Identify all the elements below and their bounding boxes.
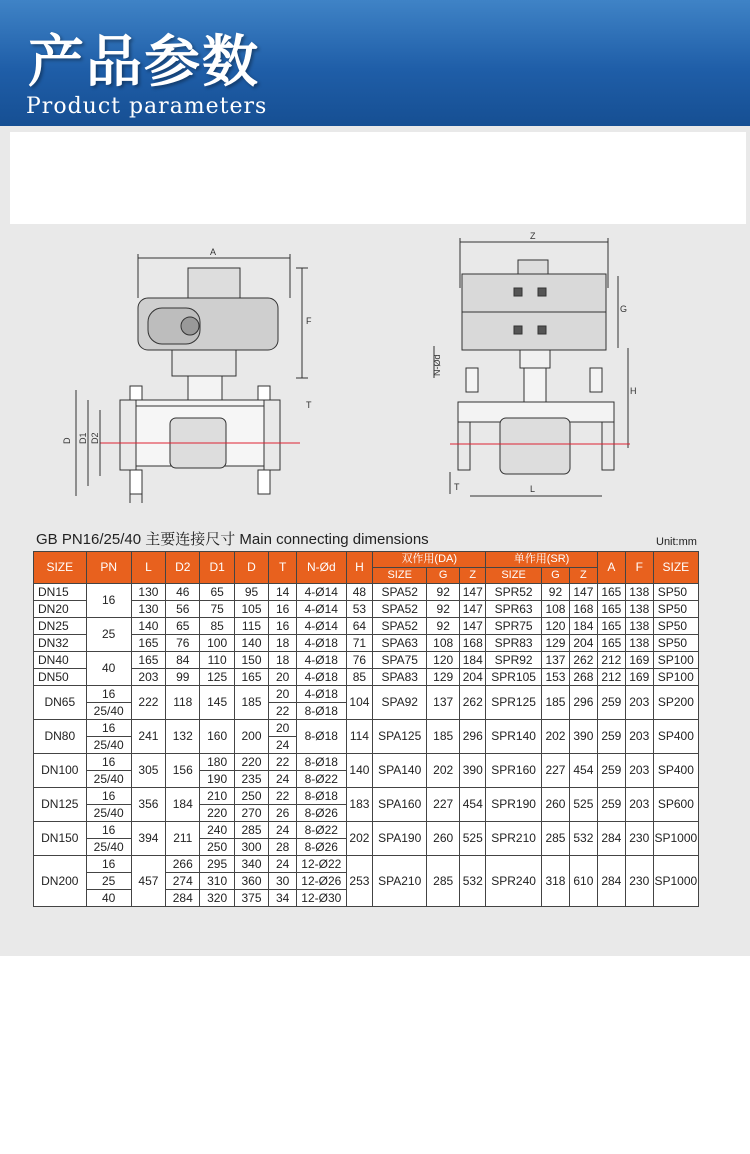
header-T: T — [269, 552, 297, 584]
cell: 610 — [569, 856, 597, 907]
cell: 253 — [346, 856, 373, 907]
cell: 24 — [269, 822, 297, 839]
cell: 20 — [269, 669, 297, 686]
cell: 140 — [346, 754, 373, 788]
cell: 75 — [200, 601, 234, 618]
cell: 147 — [460, 618, 486, 635]
cell: 262 — [460, 686, 486, 720]
cell: 203 — [625, 686, 653, 720]
cell: 48 — [346, 584, 373, 601]
cell: 120 — [542, 618, 570, 635]
cell: 16 — [86, 822, 131, 839]
cell: 285 — [542, 822, 570, 856]
table-row — [34, 635, 699, 652]
cell: DN50 — [34, 669, 87, 686]
cell: SP50 — [653, 584, 698, 601]
cell: 185 — [234, 686, 268, 720]
cell: SPR52 — [486, 584, 542, 601]
cell: 222 — [131, 686, 165, 720]
cell: 259 — [597, 788, 625, 822]
cell: 296 — [569, 686, 597, 720]
cell: 16 — [86, 856, 131, 873]
cell: 260 — [542, 788, 570, 822]
cell: DN65 — [34, 686, 87, 720]
cell: 140 — [234, 635, 268, 652]
cell: 202 — [542, 720, 570, 754]
cell: 16 — [86, 788, 131, 805]
cell: 99 — [166, 669, 200, 686]
cell: 454 — [460, 788, 486, 822]
cell: 525 — [569, 788, 597, 822]
cell: DN80 — [34, 720, 87, 754]
cell: DN20 — [34, 601, 87, 618]
label-G: G — [620, 304, 628, 314]
cell: 76 — [346, 652, 373, 669]
cell: 153 — [542, 669, 570, 686]
cell: 92 — [427, 584, 460, 601]
cell: 8-Ø18 — [297, 703, 346, 720]
cell: 262 — [569, 652, 597, 669]
cell: 168 — [569, 601, 597, 618]
cell: 203 — [131, 669, 165, 686]
cell: 457 — [131, 856, 165, 907]
cell: SP100 — [653, 652, 698, 669]
table-row — [34, 788, 699, 805]
cell: 220 — [234, 754, 268, 771]
cell: 16 — [269, 618, 297, 635]
cell: 4-Ø14 — [297, 584, 346, 601]
cell: 285 — [234, 822, 268, 839]
cell: 300 — [234, 839, 268, 856]
cell: SPR190 — [486, 788, 542, 822]
cell: 4-Ø14 — [297, 618, 346, 635]
cell: 212 — [597, 669, 625, 686]
cell: SP400 — [653, 720, 698, 754]
table-row — [34, 822, 699, 839]
cell: 147 — [460, 584, 486, 601]
cell: 259 — [597, 686, 625, 720]
cell: 16 — [86, 720, 131, 737]
cell: 285 — [427, 856, 460, 907]
cell: 12-Ø26 — [297, 873, 346, 890]
cell: 26 — [269, 805, 297, 822]
cell: 22 — [269, 788, 297, 805]
cell: 284 — [597, 856, 625, 907]
cell: 259 — [597, 720, 625, 754]
cell: 310 — [200, 873, 234, 890]
cell: 375 — [234, 890, 268, 907]
cell: 65 — [166, 618, 200, 635]
cell: SPR92 — [486, 652, 542, 669]
header-D1: D1 — [200, 552, 234, 584]
cell: 235 — [234, 771, 268, 788]
cell: 8-Ø18 — [297, 788, 346, 805]
cell: SP50 — [653, 601, 698, 618]
cell: SP50 — [653, 635, 698, 652]
cell: 390 — [460, 754, 486, 788]
cell: 180 — [200, 754, 234, 771]
label-D2: D2 — [90, 432, 100, 444]
cell: 137 — [542, 652, 570, 669]
cell: DN15 — [34, 584, 87, 601]
cell: 230 — [625, 822, 653, 856]
cell: 25 — [86, 873, 131, 890]
cell: 185 — [542, 686, 570, 720]
cell: 284 — [166, 890, 200, 907]
cell: SPA83 — [373, 669, 427, 686]
cell: 16 — [86, 584, 131, 618]
label-A: A — [210, 247, 217, 257]
cell: SP200 — [653, 686, 698, 720]
cell: 56 — [166, 601, 200, 618]
cell: 16 — [269, 601, 297, 618]
cell: 266 — [166, 856, 200, 873]
cell: 169 — [625, 669, 653, 686]
table-row — [34, 720, 699, 737]
header-single-acting: 单作用(SR) — [486, 552, 598, 568]
cell: 8-Ø22 — [297, 771, 346, 788]
cell: 104 — [346, 686, 373, 720]
cell: 4-Ø18 — [297, 635, 346, 652]
cell: 92 — [427, 601, 460, 618]
label-T-left: T — [306, 400, 312, 410]
cell: 204 — [460, 669, 486, 686]
cell: SP100 — [653, 669, 698, 686]
header-size: SIZE — [34, 552, 87, 584]
cell: 129 — [542, 635, 570, 652]
cell: 25/40 — [86, 703, 131, 720]
header-size-2: SIZE — [653, 552, 698, 584]
cell: 53 — [346, 601, 373, 618]
cell: SPA190 — [373, 822, 427, 856]
cell: SPA75 — [373, 652, 427, 669]
cell: SP1000 — [653, 856, 698, 907]
cell: 132 — [166, 720, 200, 754]
cell: 129 — [427, 669, 460, 686]
cell: SPR83 — [486, 635, 542, 652]
cell: SPA52 — [373, 584, 427, 601]
cell: 165 — [131, 635, 165, 652]
cell: 16 — [86, 686, 131, 703]
cell: 295 — [200, 856, 234, 873]
cell: 318 — [542, 856, 570, 907]
cell: 525 — [460, 822, 486, 856]
cell: 356 — [131, 788, 165, 822]
dimensions-table — [33, 551, 699, 907]
cell: 138 — [625, 635, 653, 652]
cell: DN125 — [34, 788, 87, 822]
header-F: F — [625, 552, 653, 584]
cell: 203 — [625, 788, 653, 822]
cell: 130 — [131, 584, 165, 601]
table-unit: Unit:mm — [656, 536, 697, 548]
cell: 25/40 — [86, 839, 131, 856]
cell: 8-Ø18 — [297, 754, 346, 771]
header-D2: D2 — [166, 552, 200, 584]
label-D1: D1 — [78, 432, 88, 444]
cell: 532 — [569, 822, 597, 856]
cell: SPR140 — [486, 720, 542, 754]
cell: DN100 — [34, 754, 87, 788]
cell: SPA92 — [373, 686, 427, 720]
cell: 210 — [200, 788, 234, 805]
label-Nd: N-Ød — [432, 354, 442, 376]
cell: 100 — [200, 635, 234, 652]
cell: 274 — [166, 873, 200, 890]
cell: 20 — [269, 686, 297, 703]
cell: 202 — [346, 822, 373, 856]
cell: SPR63 — [486, 601, 542, 618]
table-row — [34, 652, 699, 669]
cell: 165 — [597, 601, 625, 618]
cell: 183 — [346, 788, 373, 822]
cell: 138 — [625, 618, 653, 635]
cell: 18 — [269, 635, 297, 652]
cell: 12-Ø22 — [297, 856, 346, 873]
cell: 259 — [597, 754, 625, 788]
label-L: L — [530, 484, 536, 494]
cell: SPR210 — [486, 822, 542, 856]
cell: 203 — [625, 754, 653, 788]
header-H: H — [346, 552, 373, 584]
cell: 147 — [460, 601, 486, 618]
label-T-right: T — [454, 482, 460, 492]
cell: 184 — [569, 618, 597, 635]
cell: 14 — [269, 584, 297, 601]
cell: 165 — [234, 669, 268, 686]
cell: 24 — [269, 771, 297, 788]
table-title: GB PN16/25/40 主要连接尺寸 Main connecting dimensions — [36, 531, 429, 548]
cell: SPA63 — [373, 635, 427, 652]
cell: 20 — [269, 720, 297, 737]
right-valve-drawing — [434, 238, 630, 496]
cell: 165 — [131, 652, 165, 669]
cell: 268 — [569, 669, 597, 686]
cell: 203 — [625, 720, 653, 754]
banner-title: 产品参数 — [28, 29, 260, 95]
cell: 138 — [625, 601, 653, 618]
header-sr-size: SIZE — [486, 568, 542, 584]
cell: 4-Ø18 — [297, 652, 346, 669]
cell: 22 — [269, 754, 297, 771]
cell: 40 — [86, 652, 131, 686]
cell: 24 — [269, 856, 297, 873]
valve-drawings — [30, 228, 720, 510]
cell: 212 — [597, 652, 625, 669]
cell: 85 — [346, 669, 373, 686]
cell: 34 — [269, 890, 297, 907]
cell: 25 — [86, 618, 131, 652]
cell: SPA210 — [373, 856, 427, 907]
cell: 76 — [166, 635, 200, 652]
cell: 240 — [200, 822, 234, 839]
cell: 184 — [460, 652, 486, 669]
cell: SP400 — [653, 754, 698, 788]
cell: SPR160 — [486, 754, 542, 788]
cell: SP50 — [653, 618, 698, 635]
cell: 108 — [427, 635, 460, 652]
cell: 340 — [234, 856, 268, 873]
cell: 250 — [200, 839, 234, 856]
table-row — [34, 601, 699, 618]
cell: 138 — [625, 584, 653, 601]
cell: 454 — [569, 754, 597, 788]
cell: SPA52 — [373, 601, 427, 618]
cell: 156 — [166, 754, 200, 788]
cell: 211 — [166, 822, 200, 856]
cell: 125 — [200, 669, 234, 686]
cell: 390 — [569, 720, 597, 754]
cell: 305 — [131, 754, 165, 788]
cell: 114 — [346, 720, 373, 754]
header-N-d: N-Ød — [297, 552, 346, 584]
cell: 145 — [200, 686, 234, 720]
cell: DN200 — [34, 856, 87, 907]
label-F: F — [306, 316, 312, 326]
cell: 108 — [542, 601, 570, 618]
cell: 165 — [597, 635, 625, 652]
cell: 8-Ø18 — [297, 720, 346, 754]
blank-panel — [10, 132, 746, 224]
cell: 532 — [460, 856, 486, 907]
cell: 284 — [597, 822, 625, 856]
header-L: L — [131, 552, 165, 584]
cell: 130 — [131, 601, 165, 618]
table-row — [34, 584, 699, 601]
cell: 105 — [234, 601, 268, 618]
cell: SPA140 — [373, 754, 427, 788]
cell: SPR75 — [486, 618, 542, 635]
header-A: A — [597, 552, 625, 584]
header-da-size: SIZE — [373, 568, 427, 584]
header-da-g: G — [427, 568, 460, 584]
cell: 250 — [234, 788, 268, 805]
cell: 394 — [131, 822, 165, 856]
cell: 65 — [200, 584, 234, 601]
cell: DN150 — [34, 822, 87, 856]
cell: SPA125 — [373, 720, 427, 754]
cell: SPR105 — [486, 669, 542, 686]
cell: 184 — [166, 788, 200, 822]
header-D: D — [234, 552, 268, 584]
label-D: D — [62, 437, 72, 444]
cell: 12-Ø30 — [297, 890, 346, 907]
left-valve-drawing — [76, 254, 308, 503]
cell: 8-Ø22 — [297, 822, 346, 839]
header-da-z: Z — [460, 568, 486, 584]
label-H: H — [630, 386, 637, 396]
cell: DN32 — [34, 635, 87, 652]
cell: 140 — [131, 618, 165, 635]
cell: SPA52 — [373, 618, 427, 635]
cell: 84 — [166, 652, 200, 669]
cell: 227 — [427, 788, 460, 822]
cell: 4-Ø18 — [297, 669, 346, 686]
table-row — [34, 669, 699, 686]
cell: 95 — [234, 584, 268, 601]
cell: 28 — [269, 839, 297, 856]
cell: 220 — [200, 805, 234, 822]
cell: 92 — [427, 618, 460, 635]
cell: 260 — [427, 822, 460, 856]
cell: 110 — [200, 652, 234, 669]
cell: 25/40 — [86, 805, 131, 822]
cell: 16 — [86, 754, 131, 771]
cell: 150 — [234, 652, 268, 669]
table-row — [34, 618, 699, 635]
cell: 230 — [625, 856, 653, 907]
cell: 168 — [460, 635, 486, 652]
table-row — [34, 856, 699, 873]
cell: SPA160 — [373, 788, 427, 822]
label-Z: Z — [530, 231, 536, 241]
cell: SP600 — [653, 788, 698, 822]
table-row — [34, 754, 699, 771]
cell: DN25 — [34, 618, 87, 635]
cell: 200 — [234, 720, 268, 754]
cell: 169 — [625, 652, 653, 669]
cell: DN40 — [34, 652, 87, 669]
cell: 64 — [346, 618, 373, 635]
cell: 18 — [269, 652, 297, 669]
cell: 71 — [346, 635, 373, 652]
cell: 204 — [569, 635, 597, 652]
cell: 8-Ø26 — [297, 805, 346, 822]
cell: 227 — [542, 754, 570, 788]
cell: 85 — [200, 618, 234, 635]
cell: 320 — [200, 890, 234, 907]
cell: 40 — [86, 890, 131, 907]
header-double-acting: 双作用(DA) — [373, 552, 486, 568]
cell: 25/40 — [86, 771, 131, 788]
header-sr-z: Z — [569, 568, 597, 584]
cell: 185 — [427, 720, 460, 754]
cell: SPR125 — [486, 686, 542, 720]
cell: 24 — [269, 737, 297, 754]
cell: 270 — [234, 805, 268, 822]
cell: 165 — [597, 618, 625, 635]
cell: SPR240 — [486, 856, 542, 907]
cell: 165 — [597, 584, 625, 601]
table-row — [34, 686, 699, 703]
header-banner — [0, 0, 750, 126]
cell: 4-Ø18 — [297, 686, 346, 703]
cell: 296 — [460, 720, 486, 754]
cell: 4-Ø14 — [297, 601, 346, 618]
cell: 241 — [131, 720, 165, 754]
cell: 118 — [166, 686, 200, 720]
header-sr-g: G — [542, 568, 570, 584]
cell: 46 — [166, 584, 200, 601]
cell: 120 — [427, 652, 460, 669]
cell: 115 — [234, 618, 268, 635]
cell: 25/40 — [86, 737, 131, 754]
banner-subtitle: Product parameters — [26, 94, 268, 119]
cell: 190 — [200, 771, 234, 788]
cell: 8-Ø26 — [297, 839, 346, 856]
cell: 22 — [269, 703, 297, 720]
cell: 92 — [542, 584, 570, 601]
cell: 160 — [200, 720, 234, 754]
cell: 137 — [427, 686, 460, 720]
cell: 202 — [427, 754, 460, 788]
cell: 147 — [569, 584, 597, 601]
header-pn: PN — [86, 552, 131, 584]
cell: 360 — [234, 873, 268, 890]
cell: 30 — [269, 873, 297, 890]
cell: SP1000 — [653, 822, 698, 856]
